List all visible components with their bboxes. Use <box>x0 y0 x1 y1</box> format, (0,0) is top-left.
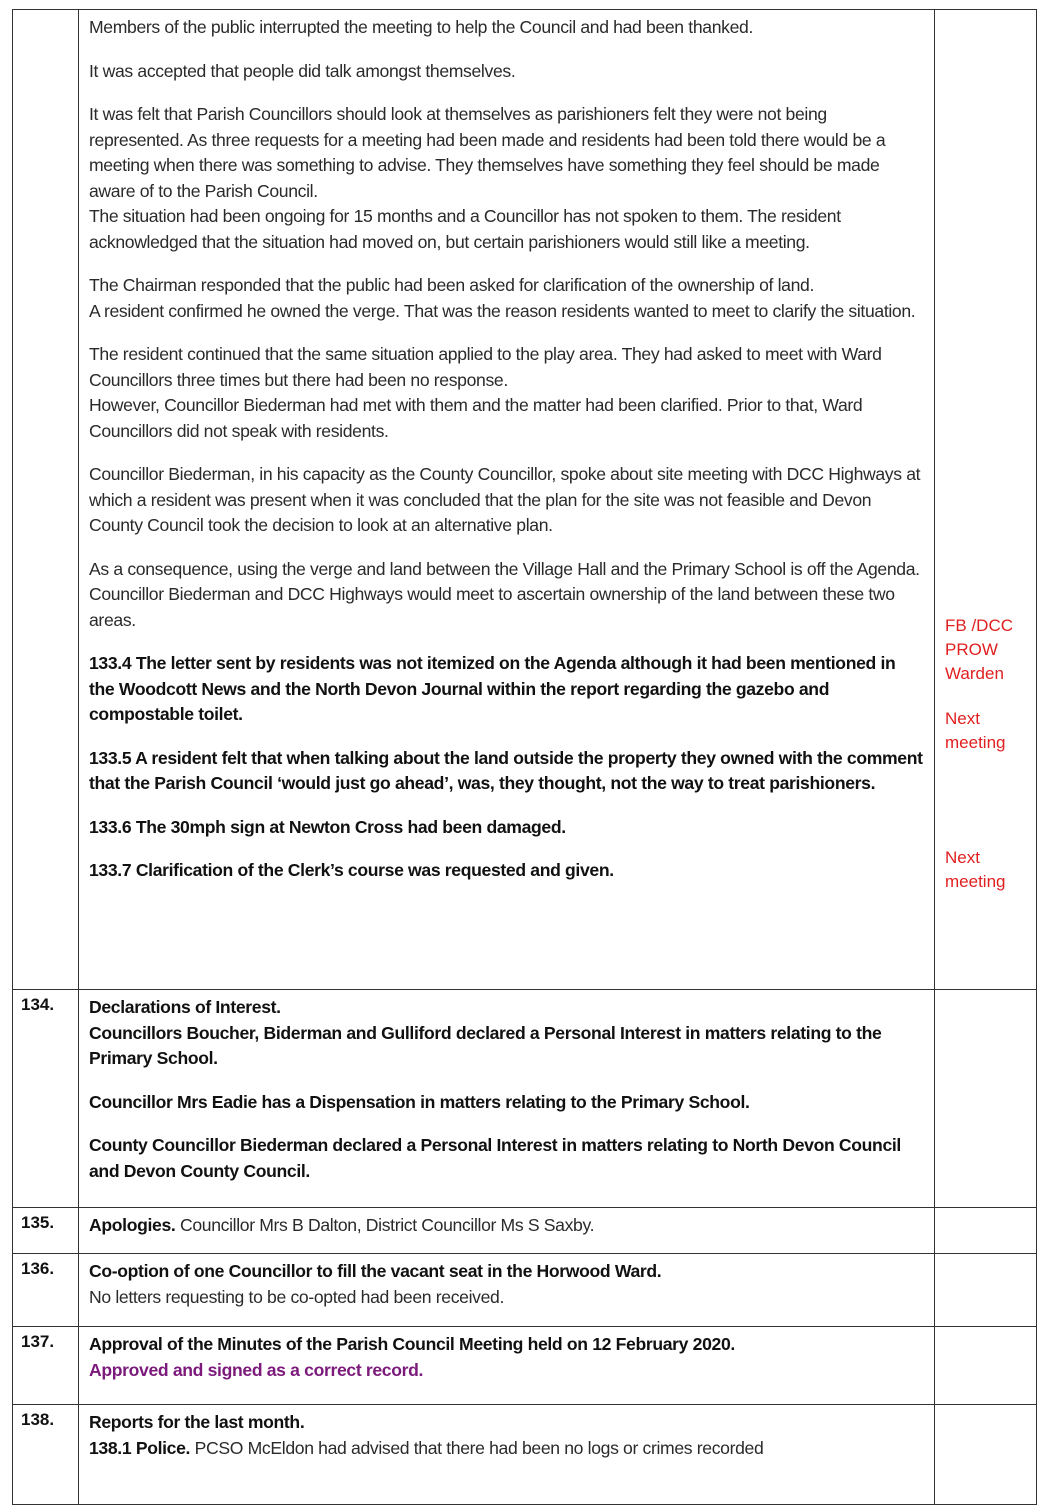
item-body-cell <box>79 1208 935 1254</box>
item-text: No letters requesting to be co-opted had been received. <box>89 1286 505 1307</box>
item-133-7: 133.7 Clarification of the Clerk’s course was requested and given. <box>89 860 614 880</box>
item-title: Declarations of Interest. <box>89 997 281 1017</box>
item-133-continuation-row <box>13 10 1037 990</box>
item-135-row <box>13 1208 1037 1254</box>
paragraph: Councillor Mrs Eadie has a Dispensation in matters relating to the Primary School. <box>89 1091 750 1112</box>
item-title: Approval of the Minutes of the Parish Council Meeting held on 12 February 2020. <box>89 1334 735 1354</box>
paragraph: Councillor Biederman and DCC Highways would meet to ascertain ownership of the land between these two areas. <box>89 584 895 630</box>
paragraph: Councillors Boucher, Biderman and Gulliford declared a Personal Interest in matters relating to the Primary School. <box>89 1022 882 1068</box>
item-text: Councillor Mrs B Dalton, District Councillor Ms S Saxby. <box>175 1215 595 1235</box>
item-137-row <box>13 1327 1037 1405</box>
item-133-6: 133.6 The 30mph sign at Newton Cross had been damaged. <box>89 816 566 837</box>
action-note-fb-dcc: FB /DCC PROW Warden <box>945 616 1013 683</box>
item-133-5: 133.5 A resident felt that when talking about the land outside the property they owned with the comment that the Parish Council ‘would just go ahead’, was, they thought, not the way to treat parishioners. <box>89 747 923 793</box>
item-title: Reports for the last month. <box>89 1412 305 1432</box>
item-number-cell <box>13 10 79 990</box>
action-cell <box>935 1327 1037 1405</box>
item-136-row <box>13 1254 1037 1327</box>
item-133-4: 133.4 The letter sent by residents was not itemized on the Agenda although it had been mentioned in the Woodcott News and the North Devon Journal within the report regarding the gazebo and compostable toilet. <box>89 653 896 724</box>
paragraph: It was felt that Parish Councillors should look at themselves as parishioners felt they were not being represented. As three requests for a meeting had been made and residents had been told there would be a meeting when there was something to advise. They themselves have something they feel should be made aware of to the Parish Council. <box>89 104 886 201</box>
item-body-cell <box>79 1327 935 1405</box>
paragraph: County Councillor Biederman declared a Personal Interest in matters relating to North Devon Council and Devon County Council. <box>89 1135 901 1181</box>
paragraph: Members of the public interrupted the meeting to help the Council and had been thanked. <box>89 17 753 37</box>
sub-item-text: PCSO McEldon had advised that there had been no logs or crimes recorded <box>190 1437 764 1458</box>
action-cell <box>935 1405 1037 1505</box>
item-number: 138. <box>13 1405 79 1505</box>
paragraph: The Chairman responded that the public had been asked for clarification of the ownership of land. <box>89 275 815 295</box>
item-body-cell <box>79 1254 935 1327</box>
paragraph: As a consequence, using the verge and land between the Village Hall and the Primary School is off the Agenda. <box>89 558 920 579</box>
item-134-row <box>13 990 1037 1208</box>
paragraph: The situation had been ongoing for 15 months and a Councillor has not spoken to them. The resident acknowledged that the situation had moved on, but certain parishioners would still like a meeting. <box>89 206 841 252</box>
action-cell <box>935 990 1037 1208</box>
item-title: Apologies. <box>89 1215 176 1235</box>
paragraph: The resident continued that the same situation applied to the play area. They had asked to meet with Ward Councillors three times but there had been no response. <box>89 344 882 390</box>
resolution-text: Approved and signed as a correct record. <box>89 1359 424 1380</box>
paragraph: It was accepted that people did talk amongst themselves. <box>89 60 516 81</box>
item-number: 134. <box>13 990 79 1208</box>
item-body-cell <box>79 10 935 990</box>
action-note-next-meeting: Next meeting <box>945 848 1006 891</box>
paragraph: However, Councillor Biederman had met with them and the matter had been clarified. Prior to that, Ward Councillors did not speak with residents. <box>89 395 863 441</box>
action-cell <box>935 10 1037 990</box>
item-body-cell <box>79 1405 935 1505</box>
paragraph: Councillor Biederman, in his capacity as the County Councillor, spoke about site meeting with DCC Highways at which a resident was present when it was concluded that the plan for the site was not feasible and Devon County Council took the decision to look at an alternative plan. <box>89 464 921 535</box>
item-number: 136. <box>13 1254 79 1327</box>
item-title: Co-option of one Councillor to fill the vacant seat in the Horwood Ward. <box>89 1261 662 1281</box>
item-number: 137. <box>13 1327 79 1405</box>
sub-item-label: 138.1 Police. <box>89 1437 191 1458</box>
item-138-row <box>13 1405 1037 1505</box>
action-note-next-meeting: Next meeting <box>945 709 1006 752</box>
minutes-table <box>12 9 1037 1505</box>
action-cell <box>935 1208 1037 1254</box>
item-body-cell <box>79 990 935 1208</box>
action-cell <box>935 1254 1037 1327</box>
paragraph: A resident confirmed he owned the verge. That was the reason residents wanted to meet to clarify the situation. <box>89 300 916 321</box>
item-number: 135. <box>13 1208 79 1254</box>
